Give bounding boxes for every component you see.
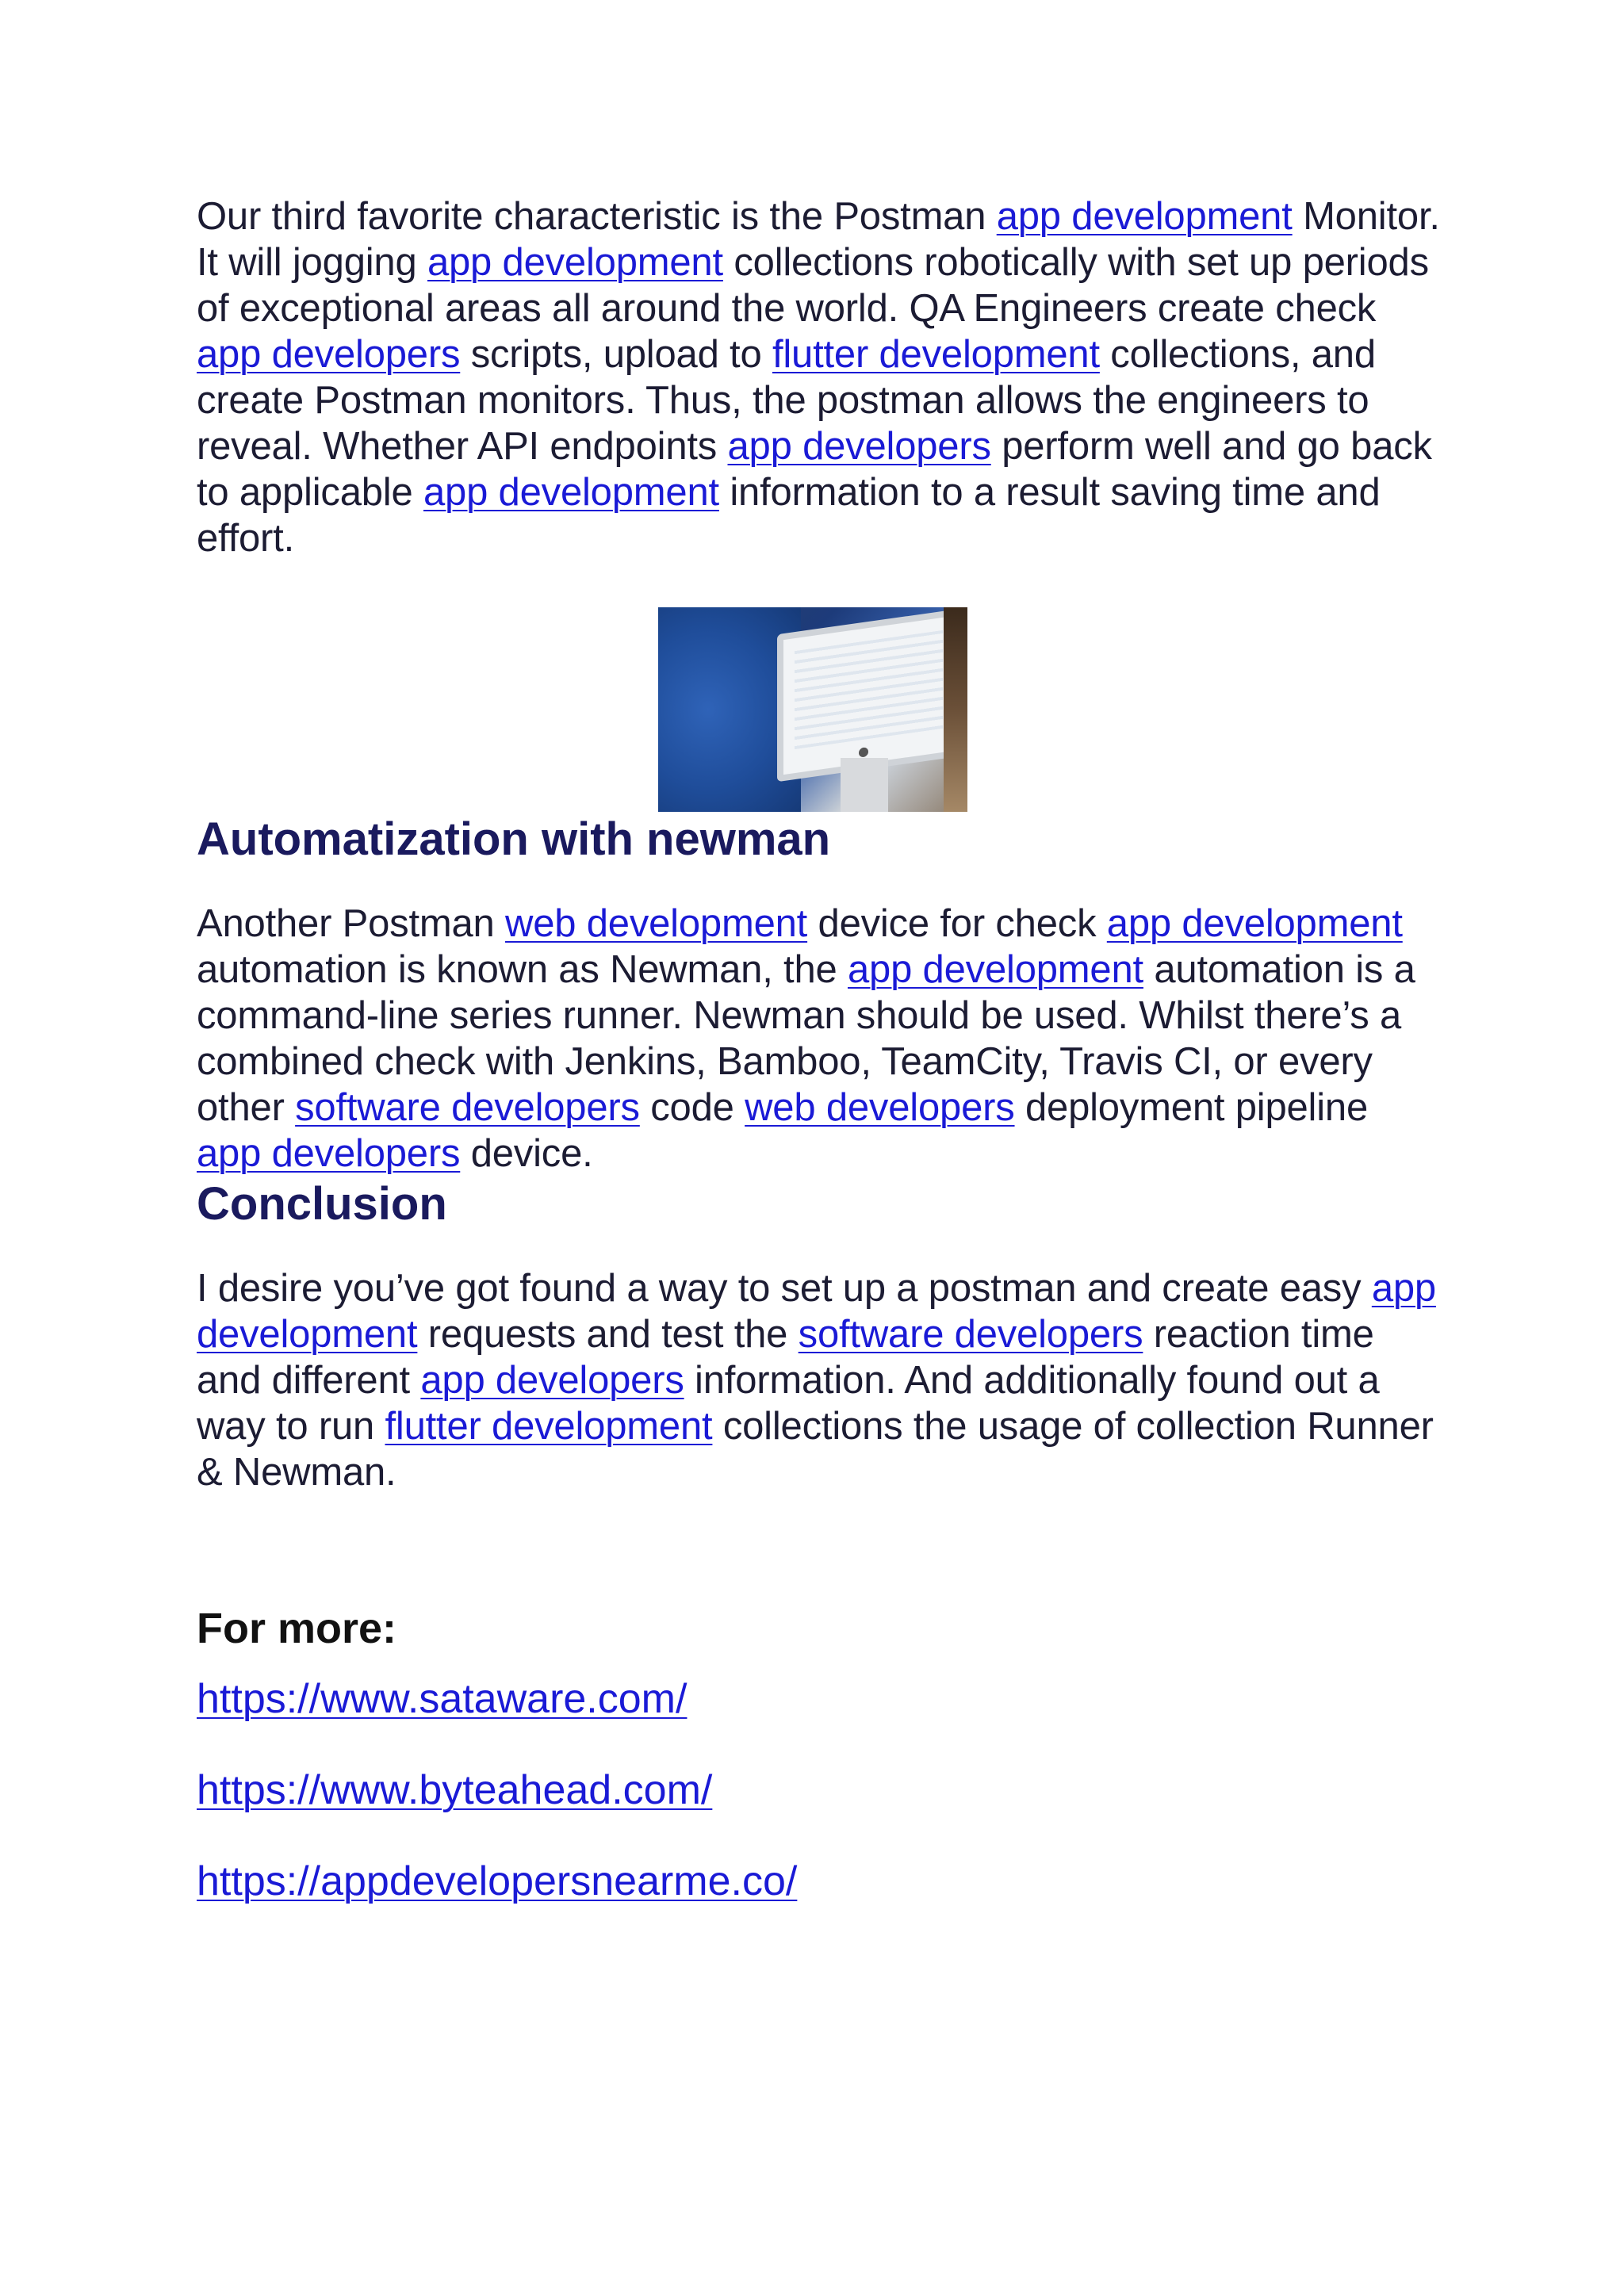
person-at-imac-photo [658, 607, 967, 812]
paragraph-conclusion [197, 1265, 1442, 1495]
link-app-development[interactable]: app development [197, 1267, 1436, 1356]
paragraph-text: Our third favorite characteristic is the Postman [197, 195, 997, 238]
paragraph-text: information to a result saving time and effort. [197, 471, 1381, 560]
paragraph-text: device for check [807, 902, 1107, 945]
link-app-development[interactable]: app development [423, 471, 719, 514]
paragraph-text: automation is a command-line series runner. Newman should be used. Whilst there’s a combined check with Jenkins, Bamboo, TeamCity, Travis CI, or every other [197, 948, 1415, 1129]
paragraph-text: reaction time and different [197, 1313, 1374, 1402]
link-appdevelopersnearme[interactable]: https://appdevelopersnearme.co/ [197, 1858, 798, 1904]
paragraph-text: device. [460, 1132, 593, 1175]
link-software-developers[interactable]: software developers [798, 1313, 1143, 1356]
paragraph-text: code [639, 1086, 745, 1129]
link-sataware[interactable]: https://www.sataware.com/ [197, 1676, 688, 1722]
link-app-development[interactable]: app development [996, 195, 1293, 238]
imac-monitor [777, 609, 960, 782]
link-software-developers[interactable]: software developers [295, 1086, 640, 1129]
paragraph-text: deployment pipeline [1014, 1086, 1369, 1129]
screen-content [795, 630, 943, 749]
link-app-development[interactable]: app development [847, 948, 1143, 991]
link-app-development[interactable]: app development [1106, 902, 1403, 945]
paragraph-newman [197, 901, 1442, 1177]
link-flutter-development[interactable]: flutter development [772, 333, 1100, 376]
paragraph-text: I desire you’ve got found a way to set up a postman and create easy [197, 1267, 1372, 1310]
link-web-development[interactable]: web development [505, 902, 808, 945]
paragraph-text: collections the usage of collection Runner & Newman. [197, 1405, 1434, 1494]
link-app-developers[interactable]: app developers [727, 425, 991, 468]
paragraph-text: collections robotically with set up periods of exceptional areas all around the world. QA Engineers create check [197, 241, 1429, 330]
link-flutter-development[interactable]: flutter development [385, 1405, 713, 1448]
paragraph-text: Another Postman [197, 902, 506, 945]
paragraph-text: Monitor. It will jogging [197, 195, 1440, 284]
apple-logo-icon [859, 747, 868, 758]
paragraph-text: requests and test the [417, 1313, 799, 1356]
link-app-developers[interactable]: app developers [420, 1359, 684, 1402]
link-app-development[interactable]: app development [427, 241, 723, 284]
heading-conclusion: Conclusion [197, 1178, 447, 1230]
for-more-label: For more: [197, 1605, 397, 1652]
document-page [197, 193, 1442, 1906]
paragraph-text: automation is known as Newman, the [197, 948, 848, 991]
window-frame [944, 607, 967, 812]
monitor-stand [841, 758, 888, 812]
paragraph-postman-monitor [197, 193, 1442, 561]
link-app-developers[interactable]: app developers [197, 333, 461, 376]
link-byteahead[interactable]: https://www.byteahead.com/ [197, 1767, 713, 1813]
paragraph-text: collections, and create Postman monitors. Thus, the postman allows the engineers to reveal. Whether API endpoints [197, 333, 1376, 468]
paragraph-text: perform well and go back to applicable [197, 425, 1432, 514]
link-app-developers[interactable]: app developers [197, 1132, 461, 1175]
paragraph-text: information. And additionally found out a way to run [197, 1359, 1380, 1448]
heading-automation: Automatization with newman [197, 813, 831, 865]
link-web-developers[interactable]: web developers [745, 1086, 1015, 1129]
paragraph-text: scripts, upload to [460, 333, 772, 376]
